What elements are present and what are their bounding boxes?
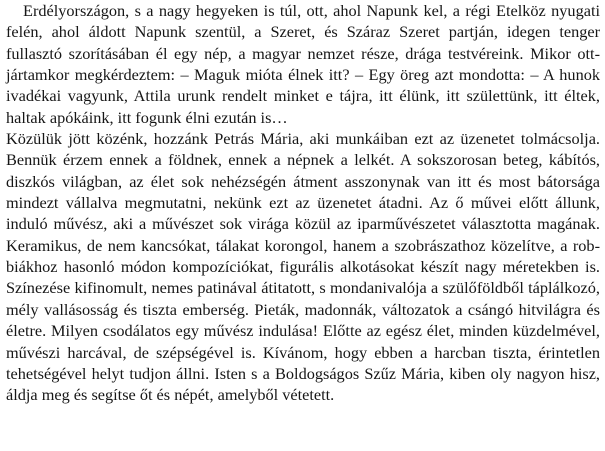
text-line: induló művész, aki a művészet sok virága közül az iparművészetet választotta magának.: [6, 214, 600, 234]
paragraph-1: [6, 0, 600, 128]
text-line: mély vallásosság és tiszta emberség. Pieták, madonnák, változatok a csángó hitvilágra és: [6, 299, 600, 319]
text-line: életre. Milyen csodálatos egy művész indulása! Előtte az egész élet, minden küzdelmével,: [6, 321, 600, 341]
text-line: felén, ahol áldott Napunk szentül, a Szeret, és Száraz Szeret partján, idegen tenger: [6, 22, 600, 42]
body-text: [6, 0, 600, 406]
text-line: Bennük érzem ennek a földnek, ennek a népnek a lelkét. A sokszorosan beteg, kábítós,: [6, 150, 600, 170]
text-line: mindezt vállalva megmutatni, nekünk ezt az üzenetet átadni. Az ő művei előtt állunk,: [6, 193, 600, 213]
text-line: Közülük jött közénk, hozzánk Petrás Mária, aki munkáiban ezt az üzenetet tolmácsolja.: [6, 129, 600, 149]
text-line: Színezése kifinomult, nemes patinával átitatott, s mondanivalója a szülőföldből táplálkozó,: [6, 278, 600, 298]
paragraph-2: [6, 128, 600, 405]
text-line: haltak apókáink, itt fogunk élni ezután is…: [6, 107, 288, 127]
text-line: biákhoz hasonló módon kompozíciókat, figurális alkotásokat készít nagy méretekben is.: [6, 257, 600, 277]
text-line: ivadékai vagyunk, Attila urunk rendelt minket e tájra, itt élünk, itt születtünk, itt éltek,: [6, 86, 600, 106]
text-line: művészi harcával, de szépségével is. Kívánom, hogy ebben a harcban tiszta, érintetlen: [6, 342, 600, 362]
text-line: Keramikus, de nem kancsókat, tálakat korongol, hanem a szobrászathoz közelítve, a rob-: [6, 235, 600, 255]
text-line: jártamkor megkérdeztem: – Maguk mióta élnek itt? – Egy öreg azt mondotta: – A hunok: [6, 65, 600, 85]
text-line: fullasztó szorításában él egy nép, a magyar nemzet része, drága testvéreink. Mikor ott-: [6, 43, 600, 63]
text-line: Erdélyországon, s a nagy hegyeken is túl, ott, ahol Napunk kel, a régi Etelköz nyugati: [23, 1, 600, 20]
text-line: áldja meg és segítse őt és népét, amelyből vétetett.: [6, 385, 335, 405]
text-line: diszkós világban, az élet sok nehézségén átment asszonynak van itt és most bátorsága: [6, 171, 600, 191]
text-line: tehetségével helyt tudjon állni. Isten s a Boldogságos Szűz Mária, kiben oly nagyon hisz,: [6, 363, 600, 383]
